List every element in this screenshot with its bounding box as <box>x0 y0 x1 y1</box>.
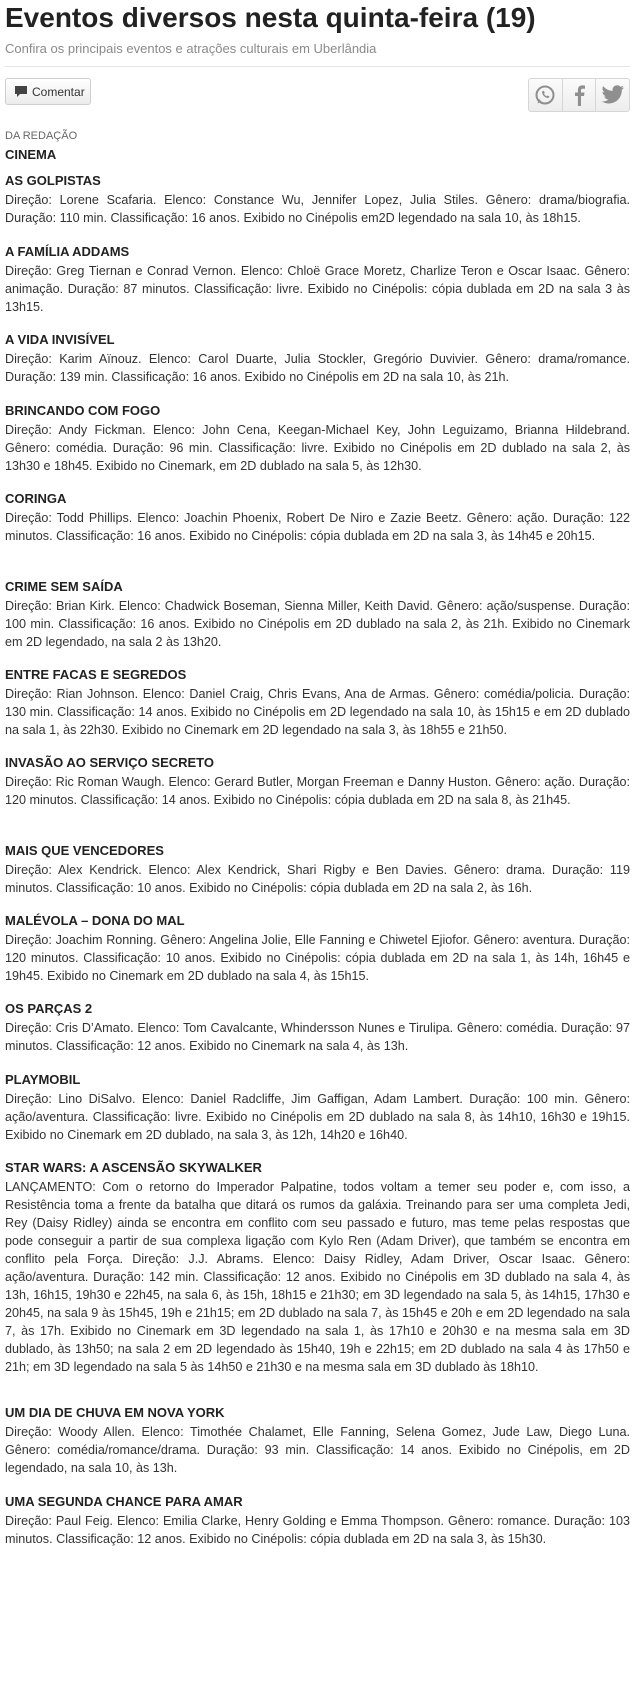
film-entry <box>5 331 630 386</box>
film-description: Direção: Woody Allen. Elenco: Timothée Chalamet, Elle Fanning, Selena Gomez, Jude Law, Diego Luna. Gênero: comédia/romance/drama. Duração: 93 min. Classificação: 14 anos. Exibido no Cinépolis, em 2D legendado, na sala 10, às 13h. <box>5 1425 630 1475</box>
film-entry <box>5 402 630 475</box>
film-title: UMA SEGUNDA CHANCE PARA AMAR <box>5 1494 243 1509</box>
film-title: A FAMÍLIA ADDAMS <box>5 244 130 259</box>
film-entry <box>5 490 630 545</box>
film-entry <box>5 1159 630 1376</box>
film-title: UM DIA DE CHUVA EM NOVA YORK <box>5 1405 225 1420</box>
speech-bubble-icon <box>14 85 28 98</box>
film-description: Direção: Andy Fickman. Elenco: John Cena, Keegan-Michael Key, John Leguizamo, Brianna Hildebrand. Gênero: comédia. Duração: 96 min. Classificação: livre. Exibido no Cinépolis em 2D dublado na sala 2, às 13h30 e 18h45. Exibido no Cinemark, em 2D dublado na sala 5, às 12h30. <box>5 423 630 473</box>
film-title: PLAYMOBIL <box>5 1072 81 1087</box>
film-description: Direção: Joachim Ronning. Gênero: Angelina Jolie, Elle Fanning e Chiwetel Ejiofor. Gênero: aventura. Duração: 120 minutos. Classificação: 10 anos. Exibido no Cinépolis: cópia dublada em 2D na sala 1, às 14h, 16h45 e 19h45. Exibido no Cinemark em 2D dublado na sala 4, às 15h15. <box>5 933 630 983</box>
film-entry <box>5 172 630 227</box>
film-description: Direção: Paul Feig. Elenco: Emilia Clarke, Henry Golding e Emma Thompson. Gênero: romance. Duração: 103 minutos. Classificação: 12 anos. Exibido no Cinépolis: cópia dublada em 2D na sala 3, às 15h30. <box>5 1514 630 1546</box>
film-description: Direção: Lorene Scafaria. Elenco: Constance Wu, Jennifer Lopez, Julia Stiles. Gênero: drama/biografia. Duração: 110 min. Classificação: 16 anos. Exibido no Cinépolis em2D legendado na sala 10, às 18h15. <box>5 193 630 225</box>
whatsapp-icon <box>534 84 556 106</box>
film-title: BRINCANDO COM FOGO <box>5 403 161 418</box>
comment-button[interactable] <box>5 78 91 105</box>
film-title: A VIDA INVISÍVEL <box>5 332 115 347</box>
film-title: MALÉVOLA – DONA DO MAL <box>5 913 185 928</box>
twitter-share-button[interactable] <box>596 79 629 111</box>
twitter-icon <box>601 85 625 105</box>
film-description: Direção: Ric Roman Waugh. Elenco: Gerard Butler, Morgan Freeman e Danny Huston. Gênero: ação. Duração: 120 minutos. Classificação: 14 anos. Exibido no Cinépolis: cópia dublada em 2D na sala 8, às 21h45. <box>5 775 630 807</box>
film-description: Direção: Greg Tiernan e Conrad Vernon. Elenco: Chloë Grace Moretz, Charlize Teron e Oscar Isaac. Gênero: animação. Duração: 87 minutos. Classificação: livre. Exibido no Cinépolis: cópia dublada em 2D na sala 3 às 13h15. <box>5 264 630 314</box>
film-entry <box>5 754 630 809</box>
comment-button-label: Comentar <box>32 84 85 99</box>
article-subtitle: Confira os principais eventos e atrações culturais em Uberlândia <box>5 41 377 56</box>
film-description: Direção: Lino DiSalvo. Elenco: Daniel Radcliffe, Jim Gaffigan, Adam Lambert. Duração: 100 min. Gênero: ação/aventura. Classificação: livre. Exibido no Cinépolis em 2D dublado na sala 8, às 14h10, 16h30 e 19h15. Exibido no Cinemark em 2D dublado, na sala 3, às 12h, 14h20 e 16h40. <box>5 1092 630 1142</box>
film-title: CRIME SEM SAÍDA <box>5 579 123 594</box>
byline: DA REDAÇÃO <box>5 130 78 142</box>
film-title: INVASÃO AO SERVIÇO SECRETO <box>5 755 215 770</box>
film-entry <box>5 578 630 651</box>
film-title: STAR WARS: A ASCENSÃO SKYWALKER <box>5 1160 262 1175</box>
film-entry <box>5 1071 630 1144</box>
film-entry <box>5 243 630 316</box>
film-description: Direção: Alex Kendrick. Elenco: Alex Kendrick, Shari Rigby e Ben Davies. Gênero: drama. Duração: 119 minutos. Classificação: 10 anos. Exibido no Cinépolis: cópia dublada em 2D na sala 2, às 16h. <box>5 863 630 895</box>
film-title: AS GOLPISTAS <box>5 173 101 188</box>
film-description: Direção: Brian Kirk. Elenco: Chadwick Boseman, Sienna Miller, Keith David. Gênero: ação/suspense. Duração: 100 min. Classificação: 16 anos. Exibido no Cinépolis em 2D dublado na sala 2, às 21h. Exibido no Cinemark em 2D legendado, na sala 2 às 13h20. <box>5 599 630 649</box>
facebook-icon <box>572 84 586 106</box>
film-description: LANÇAMENTO: Com o retorno do Imperador Palpatine, todos voltam a temer seu poder e, com isso, a Resistência toma a frente da batalha que ditará os rumos da galáxia. Treinando para ser uma completa Jedi, Rey (Daisy Ridley) ainda se encontra em conflito com seu passado e futuro, mas teme pelas respostas que pode conseguir a partir de sua complexa ligação com Kylo Ren (Adam Driver), que também se encontra em conflito pela Força. Direção: J.J. Abrams. Elenco: Daisy Ridley, Adam Driver, Oscar Isaac. Gênero: ação/aventura. Duração: 142 min. Classificação: 12 anos. Exibido no Cinépolis em 3D dublado na sala 4, às 13h, 16h15, 19h30 e 22h45, na sala 6, às 15h, 18h15 e 21h30; em 3D legendado na sala 5, às 14h15, 17h30 e 20h45, na sala 9 às 15h45, 19h e 21h15; em 2D dublado na sala 7, às 15h45 e 20h e em 2D legendado na sala 7, às 17h. Exibido no Cinemark em 3D legendado na sala 1, às 17h10 e 20h30 e na mesma sala em 3D dublado, às 13h50; na sala 2 em 2D legendado às 15h40, 19h e 22h15; em 2D dublado na sala 4 às 17h50 e 21h; em 3D legendado na sala 5 às 14h50 e 21h30 e na mesma sala em 3D dublado às 18h10. <box>5 1180 630 1374</box>
film-entry <box>5 842 630 897</box>
film-entry <box>5 1404 630 1477</box>
article-title: Eventos diversos nesta quinta-feira (19) <box>5 2 536 33</box>
film-entry <box>5 666 630 739</box>
film-entry <box>5 1493 630 1548</box>
facebook-share-button[interactable] <box>563 79 597 111</box>
share-buttons <box>528 78 630 112</box>
film-description: Direção: Todd Phillips. Elenco: Joachin Phoenix, Robert De Niro e Zazie Beetz. Gênero: ação. Duração: 122 minutos. Classificação: 16 anos. Exibido no Cinépolis: cópia dublada em 2D na sala 3, às 14h45 e 20h15. <box>5 511 630 543</box>
film-title: MAIS QUE VENCEDORES <box>5 843 164 858</box>
film-title: OS PARÇAS 2 <box>5 1001 93 1016</box>
film-entry <box>5 912 630 985</box>
whatsapp-share-button[interactable] <box>529 79 563 111</box>
section-heading: CINEMA <box>5 147 57 162</box>
film-description: Direção: Rian Johnson. Elenco: Daniel Craig, Chris Evans, Ana de Armas. Gênero: comédia/policia. Duração: 130 min. Classificação: 14 anos. Exibido no Cinépolis em 2D legendado na sala 10, às 15h15 e em 2D dublado na sala 1, às 22h30. Exibido no Cinemark em 2D legendado na sala 3, às 18h55 e 21h50. <box>5 687 630 737</box>
divider <box>5 66 630 67</box>
film-description: Direção: Cris D’Amato. Elenco: Tom Cavalcante, Whindersson Nunes e Tirulipa. Gênero: comédia. Duração: 97 minutos. Classificação: 12 anos. Exibido no Cinemark na sala 4, às 13h. <box>5 1021 630 1053</box>
film-title: CORINGA <box>5 491 67 506</box>
film-entry <box>5 1000 630 1055</box>
film-description: Direção: Karim Aïnouz. Elenco: Carol Duarte, Julia Stockler, Gregório Duvivier. Gênero: drama/romance. Duração: 139 min. Classificação: 16 anos. Exibido no Cinépolis em 2D na sala 10, às 21h. <box>5 352 630 384</box>
film-title: ENTRE FACAS E SEGREDOS <box>5 667 187 682</box>
